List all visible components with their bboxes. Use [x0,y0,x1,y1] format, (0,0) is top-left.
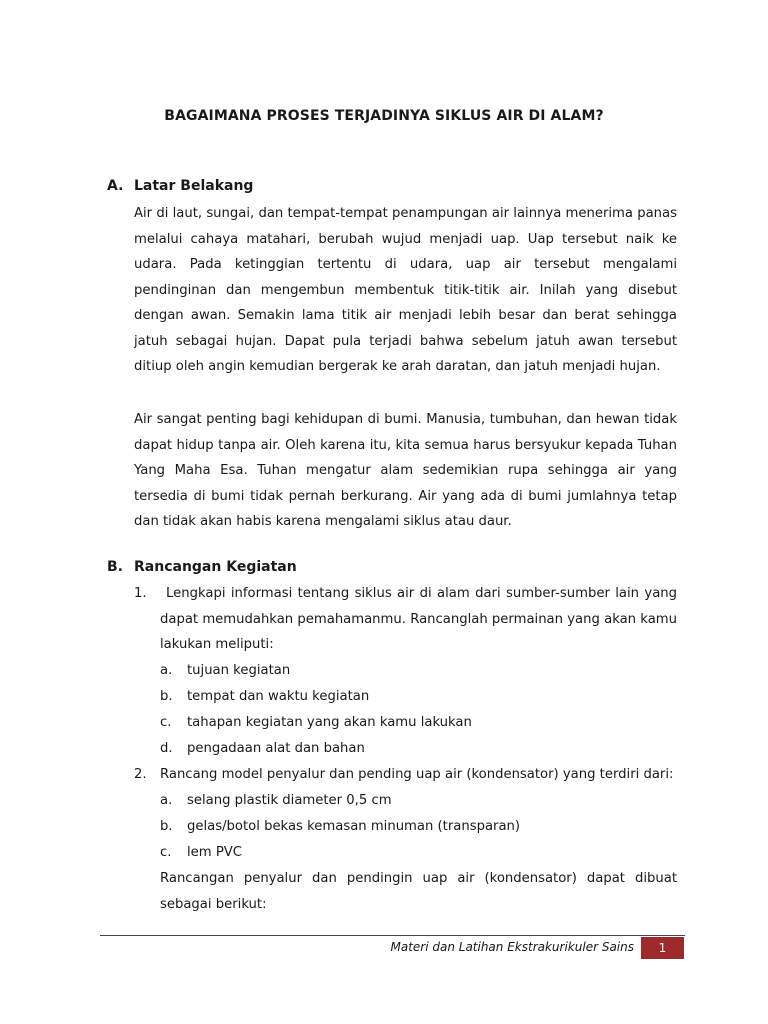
section-a-title: Latar Belakang [134,178,254,194]
section-b-title: Rancangan Kegiatan [134,559,297,575]
item-2-sub-b-text: gelas/botol bekas kemasan minuman (transparan) [187,819,521,834]
item-2-sub-b-marker: b. [160,819,173,834]
page-number-badge [641,937,684,959]
item-2-sub-c-text: lem PVC [187,845,242,860]
item-1-sub-a-text: tujuan kegiatan [187,663,291,678]
item-2-sub-a-text: selang plastik diameter 0,5 cm [187,793,392,808]
section-b-heading [107,559,297,575]
item-1-sub-b-marker: b. [160,689,173,704]
page-title: BAGAIMANA PROSES TERJADINYA SIKLUS AIR DI ALAM? [164,108,604,124]
section-a-letter: A. [107,178,124,194]
item-1-sub-b-text: tempat dan waktu kegiatan [187,689,370,704]
item-1-sub-c-marker: c. [160,715,172,730]
section-a-paragraph-1: Air di laut, sungai, dan tempat-tempat penampungan air lainnya menerima panas melalui cahaya matahari, berubah wujud menjadi uap. Uap tersebut naik ke udara. Pada ketinggian tertentu di udara, uap air tersebut mengalami pendinginan dan mengembun membentuk titik-titik air. Inilah yang disebut dengan awan. Semakin lama titik air menjadi lebih besar dan berat sehingga jatuh sebagai hujan. Dapat pula terjadi bahwa sebelum jatuh awan tersebut ditiup oleh angin kemudian bergerak ke arah daratan, dan jatuh menjadi hujan. [134,206,677,374]
item-1-sub-d-text: pengadaan alat dan bahan [187,741,365,756]
section-a-heading [107,178,253,194]
page-number: 1 [658,941,667,955]
item-2-text: Rancang model penyalur dan pending uap air (kondensator) yang terdiri dari: [160,767,674,782]
item-1-sub-c-text: tahapan kegiatan yang akan kamu lakukan [187,715,472,730]
item-1-text: Lengkapi informasi tentang siklus air di alam dari sumber-sumber lain yang dapat memudahkan pemahamanmu. Rancanglah permainan yang akan kamu lakukan meliputi: [160,586,677,652]
footer-divider [100,935,685,936]
item-1-sub-a-marker: a. [160,663,173,678]
item-2-sub-c-marker: c. [160,845,172,860]
section-a-paragraph-2: Air sangat penting bagi kehidupan di bumi. Manusia, tumbuhan, dan hewan tidak dapat hidup tanpa air. Oleh karena itu, kita semua harus bersyukur kepada Tuhan Yang Maha Esa. Tuhan mengatur alam sedemikian rupa sehingga air yang tersedia di bumi tidak pernah berkurang. Air yang ada di bumi jumlahnya tetap dan tidak akan habis karena mengalami siklus atau daur. [134,412,677,529]
item-2-number: 2. [134,767,147,782]
footer-title: Materi dan Latihan Ekstrakurikuler Sains [390,940,634,954]
item-1-sub-d-marker: d. [160,741,173,756]
item-2-sub-a-marker: a. [160,793,173,808]
section-b-letter: B. [107,559,123,575]
item-1-number: 1. [134,586,147,601]
item-2-closing-text: Rancangan penyalur dan pendingin uap air (kondensator) dapat dibuat sebagai berikut: [160,871,677,912]
